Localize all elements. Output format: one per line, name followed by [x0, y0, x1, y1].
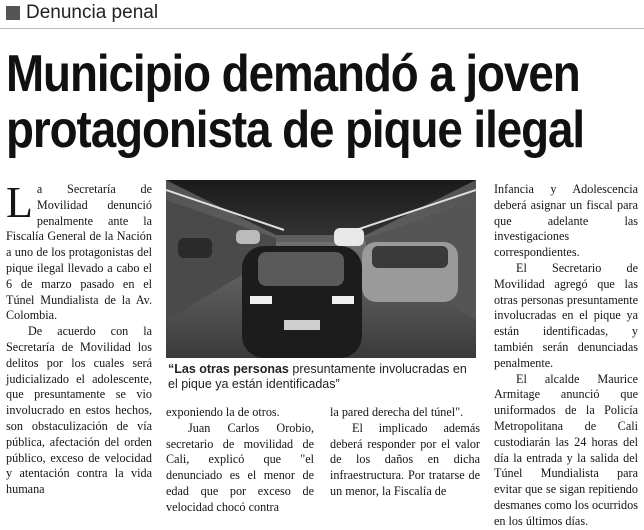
article-column-3 [330, 405, 480, 500]
article-paragraph: la pared derecha del túnel". [330, 405, 464, 419]
headline-line-1: Municipio demandó a joven [6, 45, 580, 103]
headline-line-2: protagonista de pique ilegal [6, 101, 585, 159]
section-square-icon [6, 6, 20, 20]
article-paragraph: El Secretario de Movilidad agregó que las otras personas presuntamente involucradas en el pique ya están identificadas, y también serán denunciadas penalmente. [494, 260, 638, 370]
section-tag [6, 2, 158, 24]
article-paragraph: Juan Carlos Orobio, secretario de movilidad de Cali, explicó que "el denunciado es el menor de edad que por exceso de velocidad chocó contra [166, 420, 314, 514]
photo-caption [168, 362, 476, 392]
headline [6, 45, 585, 159]
section-label: Denuncia penal [26, 2, 159, 23]
article-column-2 [166, 405, 314, 516]
article-paragraph: Infancia y Adolescencia deberá asignar un fiscal para que adelante las investigaciones correspondientes. [494, 182, 638, 260]
top-divider [0, 28, 644, 29]
article-paragraph: De acuerdo con la Secretaría de Movilidad los delitos por los cuales será judicializado el adolescente, que presuntamente se vio involucrado en estos hechos, son obstaculización de vía pública, afectación del orden público, exceso de velocidad y atentación contra la vida humana [6, 324, 152, 497]
tunnel-cars-image [166, 180, 476, 358]
article-paragraph [6, 178, 152, 324]
caption-text: presuntamente involucradas en el pique ya están identificadas” [168, 362, 467, 391]
article-paragraph: El implicado además deberá responder por el valor de los daños en dicha infraestructura. Por tratarse de un menor, la Fiscalía de [330, 420, 480, 498]
tunnel-photo [166, 180, 476, 358]
article-column-4 [494, 182, 638, 530]
article-column-1 [6, 178, 152, 498]
paragraph-text: a Secretaría de Movilidad denunció penalmente ante la Fiscalía General de la Nación a uno de los protagonistas del pique ilegal llevado a cabo el 6 de marzo pasado en el Túnel Mundialista de la Av. Colombia. [6, 182, 152, 323]
drop-cap: L [6, 178, 33, 227]
article-paragraph: El alcalde Maurice Armitage anunció que uniformados de la Policía Metropolitana de Cali custodiarán las 24 horas del día la entrada y la salida del Túnel Mundialista para evitar que se sigan repitiendo desmanes como los ocurridos en los últimos días. [494, 371, 638, 528]
article-paragraph: exponiendo la de otros. [166, 405, 280, 419]
caption-bold: “Las otras personas [168, 362, 289, 376]
